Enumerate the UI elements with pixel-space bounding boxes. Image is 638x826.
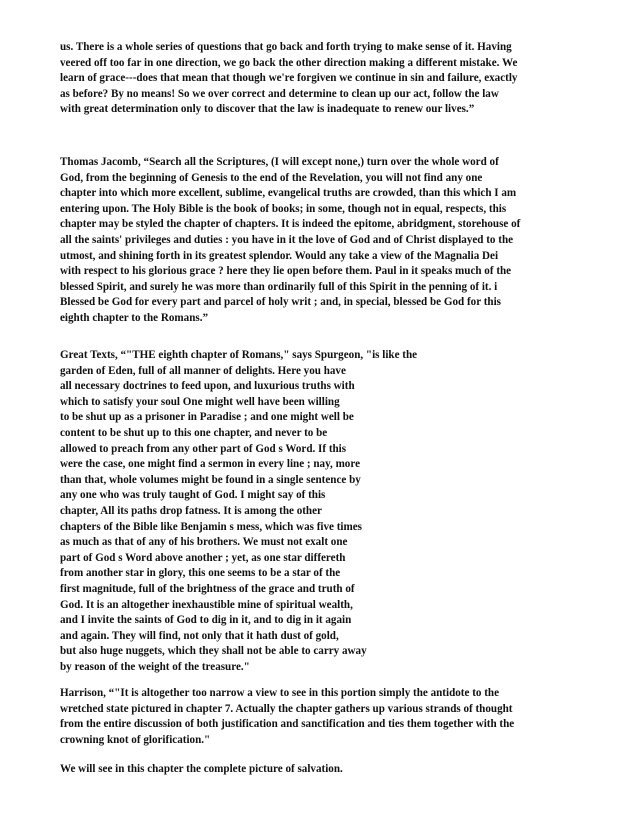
text-line: learn of grace---does that mean that though we're forgiven we continue in sin and failure, exactly <box>60 72 518 85</box>
text-line: as much as that of any of his brothers. We must not exalt one <box>60 536 348 549</box>
text-line: and I invite the saints of God to dig in it, and to dig in it again <box>60 614 352 627</box>
text-line: blessed Spirit, and surely he was more than ordinarily full of this Spirit in the penning of it. i <box>60 280 498 293</box>
text-line: but also huge nuggets, which they shall not be able to carry away <box>60 645 367 658</box>
text-line: any one who was truly taught of God. I might say of this <box>60 489 326 502</box>
text-line: from the entire discussion of both justification and sanctification and ties them together with the <box>60 718 515 731</box>
paragraph-thomas-jacomb-quote <box>60 155 588 327</box>
text-line: from another star in glory, this one seems to be a star of the <box>60 567 341 580</box>
text-line: and again. They will find, not only that it hath dust of gold, <box>60 629 339 642</box>
text-line: utmost, and shining forth in its greatest splendor. Would any take a view of the Magnalia Dei <box>60 249 499 262</box>
text-line: chapter may be styled the chapter of chapters. It is indeed the epitome, abridgment, storehouse of <box>60 218 521 231</box>
text-line: entering upon. The Holy Bible is the book of books; in some, though not in equal, respects, this <box>60 202 507 215</box>
text-line: content to be shut up to this one chapter, and never to be <box>60 426 328 439</box>
text-line: chapters of the Bible like Benjamin s mess, which was five times <box>60 520 362 533</box>
text-line: Great Texts, “"THE eighth chapter of Romans," says Spurgeon, "is like the <box>60 349 418 361</box>
text-line: wretched state pictured in chapter 7. Actually the chapter gathers up various strands of thought <box>60 702 513 715</box>
text-line: chapter, All its paths drop fatness. It is among the other <box>60 504 322 517</box>
text-line: We will see in this chapter the complete picture of salvation. <box>60 763 343 775</box>
text-line: God, from the beginning of Genesis to the end of the Revelation, you will not find any one <box>60 171 483 184</box>
paragraph-closing-statement <box>60 762 588 778</box>
paragraph-harrison-quote <box>60 686 588 748</box>
text-line: first magnitude, full of the brightness of the grace and truth of <box>60 582 355 595</box>
text-line: by reason of the weight of the treasure." <box>60 660 250 673</box>
paragraph-legalism-cycle <box>60 40 588 118</box>
text-line: Harrison, “"It is altogether too narrow a view to see in this portion simply the antidote to the <box>60 687 499 699</box>
text-line: with respect to his glorious grace ? here they lie open before them. Paul in it speaks much of the <box>60 265 512 278</box>
text-line: veered off too far in one direction, we go back the other direction making a different mistake. We <box>60 56 518 69</box>
text-line: garden of Eden, full of all manner of delights. Here you have <box>60 364 346 377</box>
text-line: were the case, one might find a sermon in every line ; nay, more <box>60 458 361 471</box>
text-line: than that, whole volumes might be found in a single sentence by <box>60 473 361 486</box>
text-line: as before? By no means! So we over correct and determine to clean up our act, follow the law <box>60 87 499 100</box>
text-line: Blessed be God for every part and parcel of holy writ ; and, in special, blessed be God for this <box>60 296 501 309</box>
text-line: allowed to preach from any other part of God s Word. If this <box>60 442 347 455</box>
text-line: to be shut up as a prisoner in Paradise ; and one might well be <box>60 411 354 424</box>
text-line: all the saints' privileges and duties : you have in it the love of God and of Christ displayed to the <box>60 233 514 246</box>
text-line: us. There is a whole series of questions that go back and forth trying to make sense of it. Having <box>60 41 512 53</box>
text-line: crowning knot of glorification." <box>60 733 211 746</box>
text-line: which to satisfy your soul One might well have been willing <box>60 395 340 408</box>
text-line: with great determination only to discover that the law is inadequate to renew our lives.” <box>60 103 475 116</box>
text-line: God. It is an altogether inexhaustible mine of spiritual wealth, <box>60 598 353 611</box>
text-line: eighth chapter to the Romans.” <box>60 311 209 324</box>
text-line: Thomas Jacomb, “Search all the Scriptures, (I will except none,) turn over the whole word of <box>60 156 499 168</box>
text-line: all necessary doctrines to feed upon, and luxurious truths with <box>60 380 355 393</box>
paragraph-great-texts-spurgeon-quote <box>60 348 588 675</box>
text-line: part of God s Word above another ; yet, as one star differeth <box>60 551 346 564</box>
text-line: chapter into which more excellent, sublime, evangelical truths are crowded, than this which I am <box>60 187 517 200</box>
